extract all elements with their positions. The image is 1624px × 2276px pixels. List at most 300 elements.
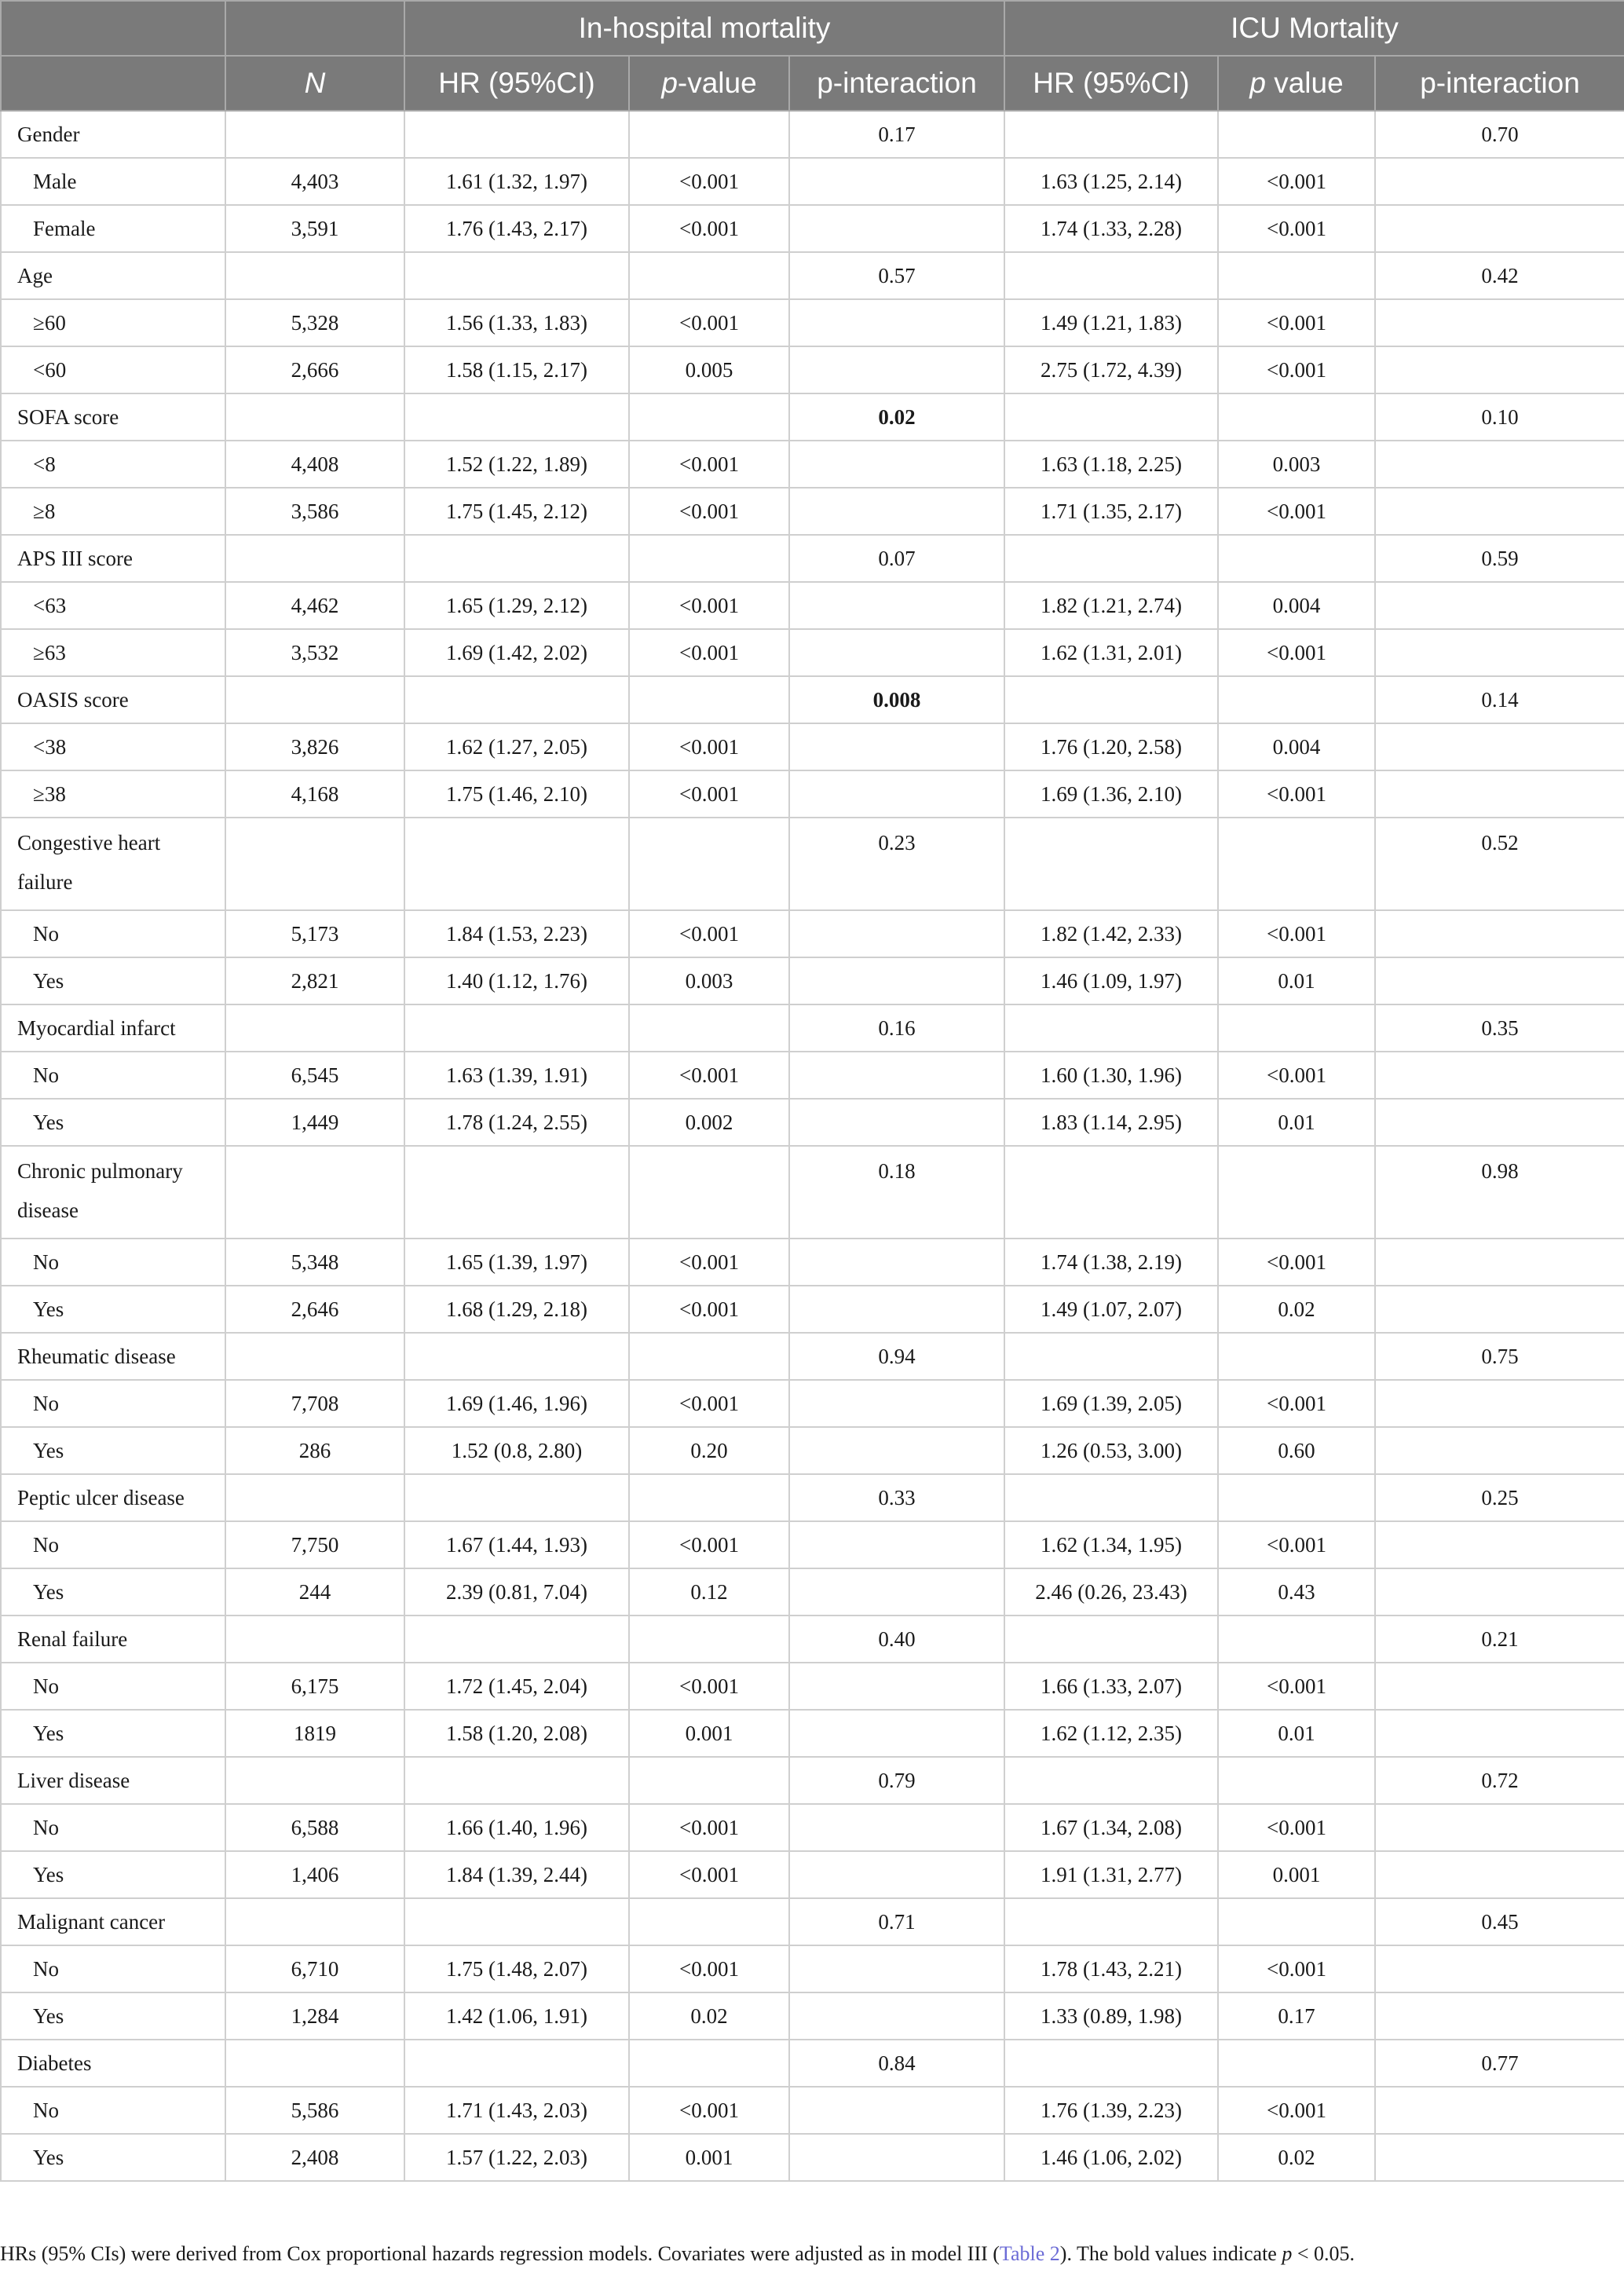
hr-icu-cell: 1.78 (1.43, 2.21) [1004, 1945, 1218, 1992]
p-interaction-icu-cell [1375, 2134, 1624, 2181]
table-category-row [1, 2040, 1624, 2087]
hr-icu-cell: 1.46 (1.09, 1.97) [1004, 957, 1218, 1004]
p-value-in-hospital-cell: <0.001 [629, 1804, 789, 1851]
n-cell: 5,586 [225, 2087, 404, 2134]
p-value-in-hospital-cell: <0.001 [629, 1521, 789, 1568]
table-row [1, 582, 1624, 629]
hr-in-hospital-cell: 1.71 (1.43, 2.03) [404, 2087, 629, 2134]
hr-icu-cell [1004, 535, 1218, 582]
hr-in-hospital-cell: 1.56 (1.33, 1.83) [404, 299, 629, 346]
p-value-in-hospital-cell: 0.003 [629, 957, 789, 1004]
hr-icu-cell [1004, 111, 1218, 158]
p-value-icu-cell: <0.001 [1218, 158, 1375, 205]
subgroup-label: Yes [1, 1427, 225, 1474]
p-value-icu-cell: <0.001 [1218, 1380, 1375, 1427]
header-p-interaction-in-hospital: p-interaction [789, 56, 1004, 111]
table-row [1, 1521, 1624, 1568]
p-value-icu-cell [1218, 676, 1375, 723]
n-cell: 5,328 [225, 299, 404, 346]
p-interaction-icu-cell: 0.35 [1375, 1004, 1624, 1052]
p-interaction-icu-cell [1375, 205, 1624, 252]
hr-in-hospital-cell: 1.84 (1.39, 2.44) [404, 1851, 629, 1898]
hr-in-hospital-cell: 1.72 (1.45, 2.04) [404, 1663, 629, 1710]
p-value-icu-cell [1218, 111, 1375, 158]
p-interaction-icu-cell [1375, 1663, 1624, 1710]
p-value-in-hospital-cell: <0.001 [629, 158, 789, 205]
footnote-p-italic: p [1282, 2242, 1293, 2265]
p-value-in-hospital-cell [629, 535, 789, 582]
p-value-icu-cell: 0.003 [1218, 441, 1375, 488]
header-empty-cell-n [225, 1, 404, 56]
subgroup-label: No [1, 1663, 225, 1710]
p-interaction-icu-cell [1375, 1052, 1624, 1099]
p-value-icu-cell: <0.001 [1218, 910, 1375, 957]
p-interaction-in-hospital-cell: 0.17 [789, 111, 1004, 158]
p-value-icu-cell: <0.001 [1218, 629, 1375, 676]
p-value-in-hospital-cell [629, 252, 789, 299]
n-cell: 4,168 [225, 770, 404, 818]
p-value-in-hospital-cell: <0.001 [629, 488, 789, 535]
p-interaction-in-hospital-cell [789, 629, 1004, 676]
p-value-icu-cell [1218, 1146, 1375, 1239]
p-value-icu-cell: <0.001 [1218, 2087, 1375, 2134]
table-row [1, 629, 1624, 676]
p-interaction-icu-cell: 0.77 [1375, 2040, 1624, 2087]
hr-in-hospital-cell: 1.62 (1.27, 2.05) [404, 723, 629, 770]
hr-in-hospital-cell: 1.52 (0.8, 2.80) [404, 1427, 629, 1474]
hr-in-hospital-cell: 1.69 (1.46, 1.96) [404, 1380, 629, 1427]
hr-in-hospital-cell: 1.75 (1.46, 2.10) [404, 770, 629, 818]
p-value-icu-cell [1218, 818, 1375, 910]
p-interaction-in-hospital-cell [789, 1239, 1004, 1286]
header-p-value-in-hospital [629, 56, 789, 111]
p-value-icu-cell [1218, 252, 1375, 299]
table-row [1, 770, 1624, 818]
p-interaction-in-hospital-cell: 0.16 [789, 1004, 1004, 1052]
n-cell: 3,826 [225, 723, 404, 770]
hr-icu-cell: 1.66 (1.33, 2.07) [1004, 1663, 1218, 1710]
p-value-icu-cell: <0.001 [1218, 1052, 1375, 1099]
p-interaction-icu-cell: 0.14 [1375, 676, 1624, 723]
p-interaction-in-hospital-cell [789, 1804, 1004, 1851]
p-value-icu-cell: 0.43 [1218, 1568, 1375, 1616]
subgroup-label: Yes [1, 1710, 225, 1757]
hr-icu-cell: 1.69 (1.36, 2.10) [1004, 770, 1218, 818]
p-interaction-icu-cell [1375, 299, 1624, 346]
hr-in-hospital-cell: 1.58 (1.20, 2.08) [404, 1710, 629, 1757]
p-interaction-icu-cell [1375, 1427, 1624, 1474]
p-value-icu-cell [1218, 1616, 1375, 1663]
hr-icu-cell [1004, 1333, 1218, 1380]
p-interaction-icu-cell [1375, 1710, 1624, 1757]
subgroup-label: No [1, 910, 225, 957]
table-row [1, 1099, 1624, 1146]
n-cell [225, 1333, 404, 1380]
hr-in-hospital-cell: 1.42 (1.06, 1.91) [404, 1992, 629, 2040]
hr-icu-cell: 1.71 (1.35, 2.17) [1004, 488, 1218, 535]
hr-icu-cell [1004, 1146, 1218, 1239]
hr-in-hospital-cell: 1.78 (1.24, 2.55) [404, 1099, 629, 1146]
table-row [1, 205, 1624, 252]
subgroup-label: Yes [1, 1286, 225, 1333]
hr-in-hospital-cell: 1.40 (1.12, 1.76) [404, 957, 629, 1004]
p-value-in-hospital-cell: 0.002 [629, 1099, 789, 1146]
hr-in-hospital-cell [404, 1146, 629, 1239]
n-cell [225, 1004, 404, 1052]
p-value-in-hospital-cell: <0.001 [629, 629, 789, 676]
p-value-icu-cell [1218, 2040, 1375, 2087]
n-cell: 4,462 [225, 582, 404, 629]
p-interaction-in-hospital-cell [789, 957, 1004, 1004]
header-group-icu: ICU Mortality [1004, 1, 1624, 56]
p-interaction-icu-cell [1375, 441, 1624, 488]
table-category-row [1, 111, 1624, 158]
hr-icu-cell: 2.75 (1.72, 4.39) [1004, 346, 1218, 393]
p-value-in-hospital-cell [629, 393, 789, 441]
hr-icu-cell: 1.62 (1.12, 2.35) [1004, 1710, 1218, 1757]
table-category-row [1, 1004, 1624, 1052]
hr-in-hospital-cell [404, 2040, 629, 2087]
category-label: Renal failure [1, 1616, 225, 1663]
hr-icu-cell: 1.49 (1.07, 2.07) [1004, 1286, 1218, 1333]
p-interaction-icu-cell [1375, 488, 1624, 535]
hr-in-hospital-cell [404, 1004, 629, 1052]
hr-icu-cell: 1.63 (1.25, 2.14) [1004, 158, 1218, 205]
hr-in-hospital-cell: 1.65 (1.39, 1.97) [404, 1239, 629, 1286]
subgroup-label: Yes [1, 2134, 225, 2181]
p-value-icu-cell [1218, 1474, 1375, 1521]
hr-icu-cell [1004, 676, 1218, 723]
subgroup-label: No [1, 1239, 225, 1286]
subgroup-label: Yes [1, 957, 225, 1004]
n-cell: 1,406 [225, 1851, 404, 1898]
hr-in-hospital-cell [404, 676, 629, 723]
category-label: SOFA score [1, 393, 225, 441]
hr-icu-cell: 1.74 (1.33, 2.28) [1004, 205, 1218, 252]
table-row [1, 1568, 1624, 1616]
p-value-in-hospital-cell [629, 818, 789, 910]
p-value-in-hospital-cell [629, 2040, 789, 2087]
subgroup-label: ≥63 [1, 629, 225, 676]
header-hr-icu: HR (95%CI) [1004, 56, 1218, 111]
p-interaction-icu-cell: 0.10 [1375, 393, 1624, 441]
table-row [1, 299, 1624, 346]
hr-in-hospital-cell: 1.57 (1.22, 2.03) [404, 2134, 629, 2181]
hr-icu-cell: 1.67 (1.34, 2.08) [1004, 1804, 1218, 1851]
n-cell [225, 252, 404, 299]
p-interaction-icu-cell [1375, 1992, 1624, 2040]
p-interaction-icu-cell [1375, 1521, 1624, 1568]
p-value-in-hospital-cell: <0.001 [629, 582, 789, 629]
p-interaction-in-hospital-cell [789, 1710, 1004, 1757]
p-value-in-hospital-cell: 0.20 [629, 1427, 789, 1474]
n-cell [225, 535, 404, 582]
footnote-text-3: < 0.05. [1292, 2242, 1355, 2265]
p-interaction-icu-cell: 0.21 [1375, 1616, 1624, 1663]
table-row [1, 1663, 1624, 1710]
subgroup-label: No [1, 2087, 225, 2134]
hr-icu-cell: 1.62 (1.34, 1.95) [1004, 1521, 1218, 1568]
p-value-in-hospital-cell: 0.001 [629, 1710, 789, 1757]
p-value-icu-cell: 0.004 [1218, 723, 1375, 770]
n-cell: 7,708 [225, 1380, 404, 1427]
table-row [1, 1804, 1624, 1851]
category-label: Congestive heart failure [1, 818, 225, 910]
p-value-icu-cell: 0.01 [1218, 1099, 1375, 1146]
hr-in-hospital-cell [404, 1474, 629, 1521]
p-value-icu-cell: <0.001 [1218, 205, 1375, 252]
p-value-in-hospital-cell: <0.001 [629, 723, 789, 770]
p-value-in-hospital-cell [629, 1757, 789, 1804]
n-cell: 2,666 [225, 346, 404, 393]
p-interaction-in-hospital-cell: 0.84 [789, 2040, 1004, 2087]
subgroup-label: Yes [1, 1099, 225, 1146]
p-interaction-in-hospital-cell: 0.18 [789, 1146, 1004, 1239]
p-interaction-icu-cell [1375, 1286, 1624, 1333]
hr-in-hospital-cell [404, 818, 629, 910]
hr-in-hospital-cell: 1.84 (1.53, 2.23) [404, 910, 629, 957]
hr-icu-cell: 1.76 (1.39, 2.23) [1004, 2087, 1218, 2134]
table-row [1, 1992, 1624, 2040]
n-cell: 6,588 [225, 1804, 404, 1851]
p-value-icu-cell: 0.60 [1218, 1427, 1375, 1474]
p-interaction-in-hospital-cell: 0.008 [789, 676, 1004, 723]
p-value-icu-cell: <0.001 [1218, 488, 1375, 535]
n-cell [225, 1898, 404, 1945]
p-interaction-in-hospital-cell [789, 1663, 1004, 1710]
p-value-in-hospital-cell: 0.12 [629, 1568, 789, 1616]
subgroup-label: Male [1, 158, 225, 205]
header-p-rest: -value [677, 67, 757, 99]
subgroup-label: ≥8 [1, 488, 225, 535]
p-interaction-icu-cell: 0.70 [1375, 111, 1624, 158]
hr-icu-cell [1004, 818, 1218, 910]
hr-icu-cell [1004, 2040, 1218, 2087]
p-interaction-in-hospital-cell [789, 582, 1004, 629]
p-value-in-hospital-cell [629, 676, 789, 723]
hr-in-hospital-cell: 1.58 (1.15, 2.17) [404, 346, 629, 393]
p-value-in-hospital-cell: <0.001 [629, 441, 789, 488]
table-row [1, 2134, 1624, 2181]
table-row [1, 346, 1624, 393]
p-value-icu-cell [1218, 1757, 1375, 1804]
p-interaction-in-hospital-cell [789, 2134, 1004, 2181]
p-interaction-icu-cell: 0.52 [1375, 818, 1624, 910]
hr-icu-cell: 1.46 (1.06, 2.02) [1004, 2134, 1218, 2181]
hr-in-hospital-cell [404, 1757, 629, 1804]
p-value-in-hospital-cell: 0.02 [629, 1992, 789, 2040]
hr-in-hospital-cell: 1.76 (1.43, 2.17) [404, 205, 629, 252]
hr-in-hospital-cell: 1.65 (1.29, 2.12) [404, 582, 629, 629]
subgroup-label: No [1, 1804, 225, 1851]
p-interaction-icu-cell [1375, 158, 1624, 205]
p-interaction-icu-cell [1375, 1380, 1624, 1427]
footnote-table-link[interactable]: Table 2 [999, 2242, 1060, 2265]
table-category-row [1, 676, 1624, 723]
p-interaction-icu-cell [1375, 770, 1624, 818]
p-value-icu-cell: <0.001 [1218, 1945, 1375, 1992]
category-label: Peptic ulcer disease [1, 1474, 225, 1521]
n-cell [225, 676, 404, 723]
n-cell: 286 [225, 1427, 404, 1474]
hr-icu-cell: 1.60 (1.30, 1.96) [1004, 1052, 1218, 1099]
n-cell: 3,586 [225, 488, 404, 535]
p-interaction-in-hospital-cell [789, 158, 1004, 205]
table-category-row [1, 535, 1624, 582]
hr-icu-cell: 1.33 (0.89, 1.98) [1004, 1992, 1218, 2040]
p-interaction-in-hospital-cell [789, 346, 1004, 393]
p-interaction-in-hospital-cell: 0.02 [789, 393, 1004, 441]
category-label: APS III score [1, 535, 225, 582]
header-hr-in-hospital: HR (95%CI) [404, 56, 629, 111]
hr-icu-cell [1004, 1757, 1218, 1804]
p-interaction-in-hospital-cell [789, 2087, 1004, 2134]
p-interaction-icu-cell [1375, 910, 1624, 957]
hr-icu-cell: 1.83 (1.14, 2.95) [1004, 1099, 1218, 1146]
p-interaction-icu-cell [1375, 582, 1624, 629]
subgroup-label: <60 [1, 346, 225, 393]
n-cell [225, 818, 404, 910]
header-group-in-hospital: In-hospital mortality [404, 1, 1004, 56]
p-value-in-hospital-cell [629, 1146, 789, 1239]
p-interaction-in-hospital-cell [789, 1992, 1004, 2040]
hr-in-hospital-cell: 1.61 (1.32, 1.97) [404, 158, 629, 205]
category-label: Rheumatic disease [1, 1333, 225, 1380]
hr-icu-cell [1004, 1004, 1218, 1052]
hr-icu-cell [1004, 1474, 1218, 1521]
subgroup-label: <38 [1, 723, 225, 770]
p-interaction-icu-cell [1375, 2087, 1624, 2134]
table-category-row [1, 1146, 1624, 1239]
hr-icu-cell: 1.69 (1.39, 2.05) [1004, 1380, 1218, 1427]
header-subgroup-cell [1, 56, 225, 111]
n-cell: 2,646 [225, 1286, 404, 1333]
n-cell [225, 1757, 404, 1804]
p-value-icu-cell [1218, 535, 1375, 582]
hr-icu-cell [1004, 252, 1218, 299]
table-category-row [1, 1757, 1624, 1804]
hr-icu-cell: 1.63 (1.18, 2.25) [1004, 441, 1218, 488]
p-interaction-in-hospital-cell [789, 1380, 1004, 1427]
p-value-icu-cell: <0.001 [1218, 1804, 1375, 1851]
p-interaction-in-hospital-cell: 0.23 [789, 818, 1004, 910]
p-interaction-icu-cell [1375, 1239, 1624, 1286]
p-value-icu-cell [1218, 1333, 1375, 1380]
p-interaction-icu-cell [1375, 1099, 1624, 1146]
category-label: Diabetes [1, 2040, 225, 2087]
p-interaction-icu-cell: 0.98 [1375, 1146, 1624, 1239]
hr-in-hospital-cell [404, 1616, 629, 1663]
p-value-in-hospital-cell [629, 1004, 789, 1052]
p-interaction-in-hospital-cell: 0.57 [789, 252, 1004, 299]
hr-in-hospital-cell: 1.69 (1.42, 2.02) [404, 629, 629, 676]
p-interaction-in-hospital-cell [789, 441, 1004, 488]
p-value-in-hospital-cell: <0.001 [629, 910, 789, 957]
p-interaction-in-hospital-cell [789, 1851, 1004, 1898]
table-row [1, 957, 1624, 1004]
p-value-icu-cell: 0.02 [1218, 2134, 1375, 2181]
category-label: Malignant cancer [1, 1898, 225, 1945]
p-interaction-icu-cell [1375, 1945, 1624, 1992]
p-interaction-in-hospital-cell [789, 1286, 1004, 1333]
hr-icu-cell: 1.82 (1.42, 2.33) [1004, 910, 1218, 957]
p-value-icu-cell: <0.001 [1218, 1521, 1375, 1568]
hr-icu-cell: 1.49 (1.21, 1.83) [1004, 299, 1218, 346]
p-interaction-icu-cell [1375, 1568, 1624, 1616]
p-interaction-icu-cell: 0.25 [1375, 1474, 1624, 1521]
p-interaction-in-hospital-cell: 0.07 [789, 535, 1004, 582]
p-interaction-in-hospital-cell [789, 770, 1004, 818]
hr-icu-cell [1004, 1616, 1218, 1663]
p-value-in-hospital-cell: <0.001 [629, 1945, 789, 1992]
p-value-icu-cell: <0.001 [1218, 770, 1375, 818]
p-interaction-in-hospital-cell [789, 1945, 1004, 1992]
category-label: Age [1, 252, 225, 299]
subgroup-label: No [1, 1380, 225, 1427]
n-cell: 2,408 [225, 2134, 404, 2181]
table-row [1, 158, 1624, 205]
subgroup-label: Yes [1, 1851, 225, 1898]
n-cell [225, 111, 404, 158]
n-cell: 1,284 [225, 1992, 404, 2040]
table-category-row [1, 1616, 1624, 1663]
hr-icu-cell: 2.46 (0.26, 23.43) [1004, 1568, 1218, 1616]
table-row [1, 1427, 1624, 1474]
p-value-in-hospital-cell [629, 1333, 789, 1380]
hr-in-hospital-cell [404, 252, 629, 299]
subgroup-label: No [1, 1521, 225, 1568]
p-value-in-hospital-cell: <0.001 [629, 1286, 789, 1333]
category-label: Gender [1, 111, 225, 158]
n-cell: 2,821 [225, 957, 404, 1004]
p-interaction-icu-cell: 0.59 [1375, 535, 1624, 582]
p-interaction-in-hospital-cell [789, 205, 1004, 252]
hr-in-hospital-cell [404, 535, 629, 582]
hr-in-hospital-cell: 1.68 (1.29, 2.18) [404, 1286, 629, 1333]
table-row [1, 910, 1624, 957]
p-value-icu-cell: <0.001 [1218, 299, 1375, 346]
hr-in-hospital-cell: 1.67 (1.44, 1.93) [404, 1521, 629, 1568]
hr-in-hospital-cell [404, 393, 629, 441]
n-cell [225, 1616, 404, 1663]
p-interaction-icu-cell [1375, 346, 1624, 393]
footnote-text-2: ). The bold values indicate [1059, 2242, 1282, 2265]
table-category-row [1, 1474, 1624, 1521]
header-p-interaction-icu: p-interaction [1375, 56, 1624, 111]
table-footnote [0, 2242, 1624, 2266]
table-row [1, 1851, 1624, 1898]
hr-in-hospital-cell [404, 1898, 629, 1945]
n-cell: 4,408 [225, 441, 404, 488]
p-value-icu-cell: 0.01 [1218, 1710, 1375, 1757]
hr-icu-cell: 1.74 (1.38, 2.19) [1004, 1239, 1218, 1286]
table-row [1, 1239, 1624, 1286]
p-interaction-in-hospital-cell: 0.40 [789, 1616, 1004, 1663]
p-value-icu-cell: 0.17 [1218, 1992, 1375, 2040]
p-value-in-hospital-cell [629, 1616, 789, 1663]
p-value-in-hospital-cell: <0.001 [629, 1663, 789, 1710]
hr-in-hospital-cell: 1.63 (1.39, 1.91) [404, 1052, 629, 1099]
p-interaction-icu-cell: 0.42 [1375, 252, 1624, 299]
hr-icu-cell [1004, 393, 1218, 441]
header-p2-italic: p [1249, 67, 1266, 99]
n-cell: 3,532 [225, 629, 404, 676]
hr-in-hospital-cell: 1.75 (1.48, 2.07) [404, 1945, 629, 1992]
p-value-icu-cell: 0.02 [1218, 1286, 1375, 1333]
p-interaction-icu-cell [1375, 629, 1624, 676]
table-row [1, 1052, 1624, 1099]
hr-in-hospital-cell [404, 111, 629, 158]
